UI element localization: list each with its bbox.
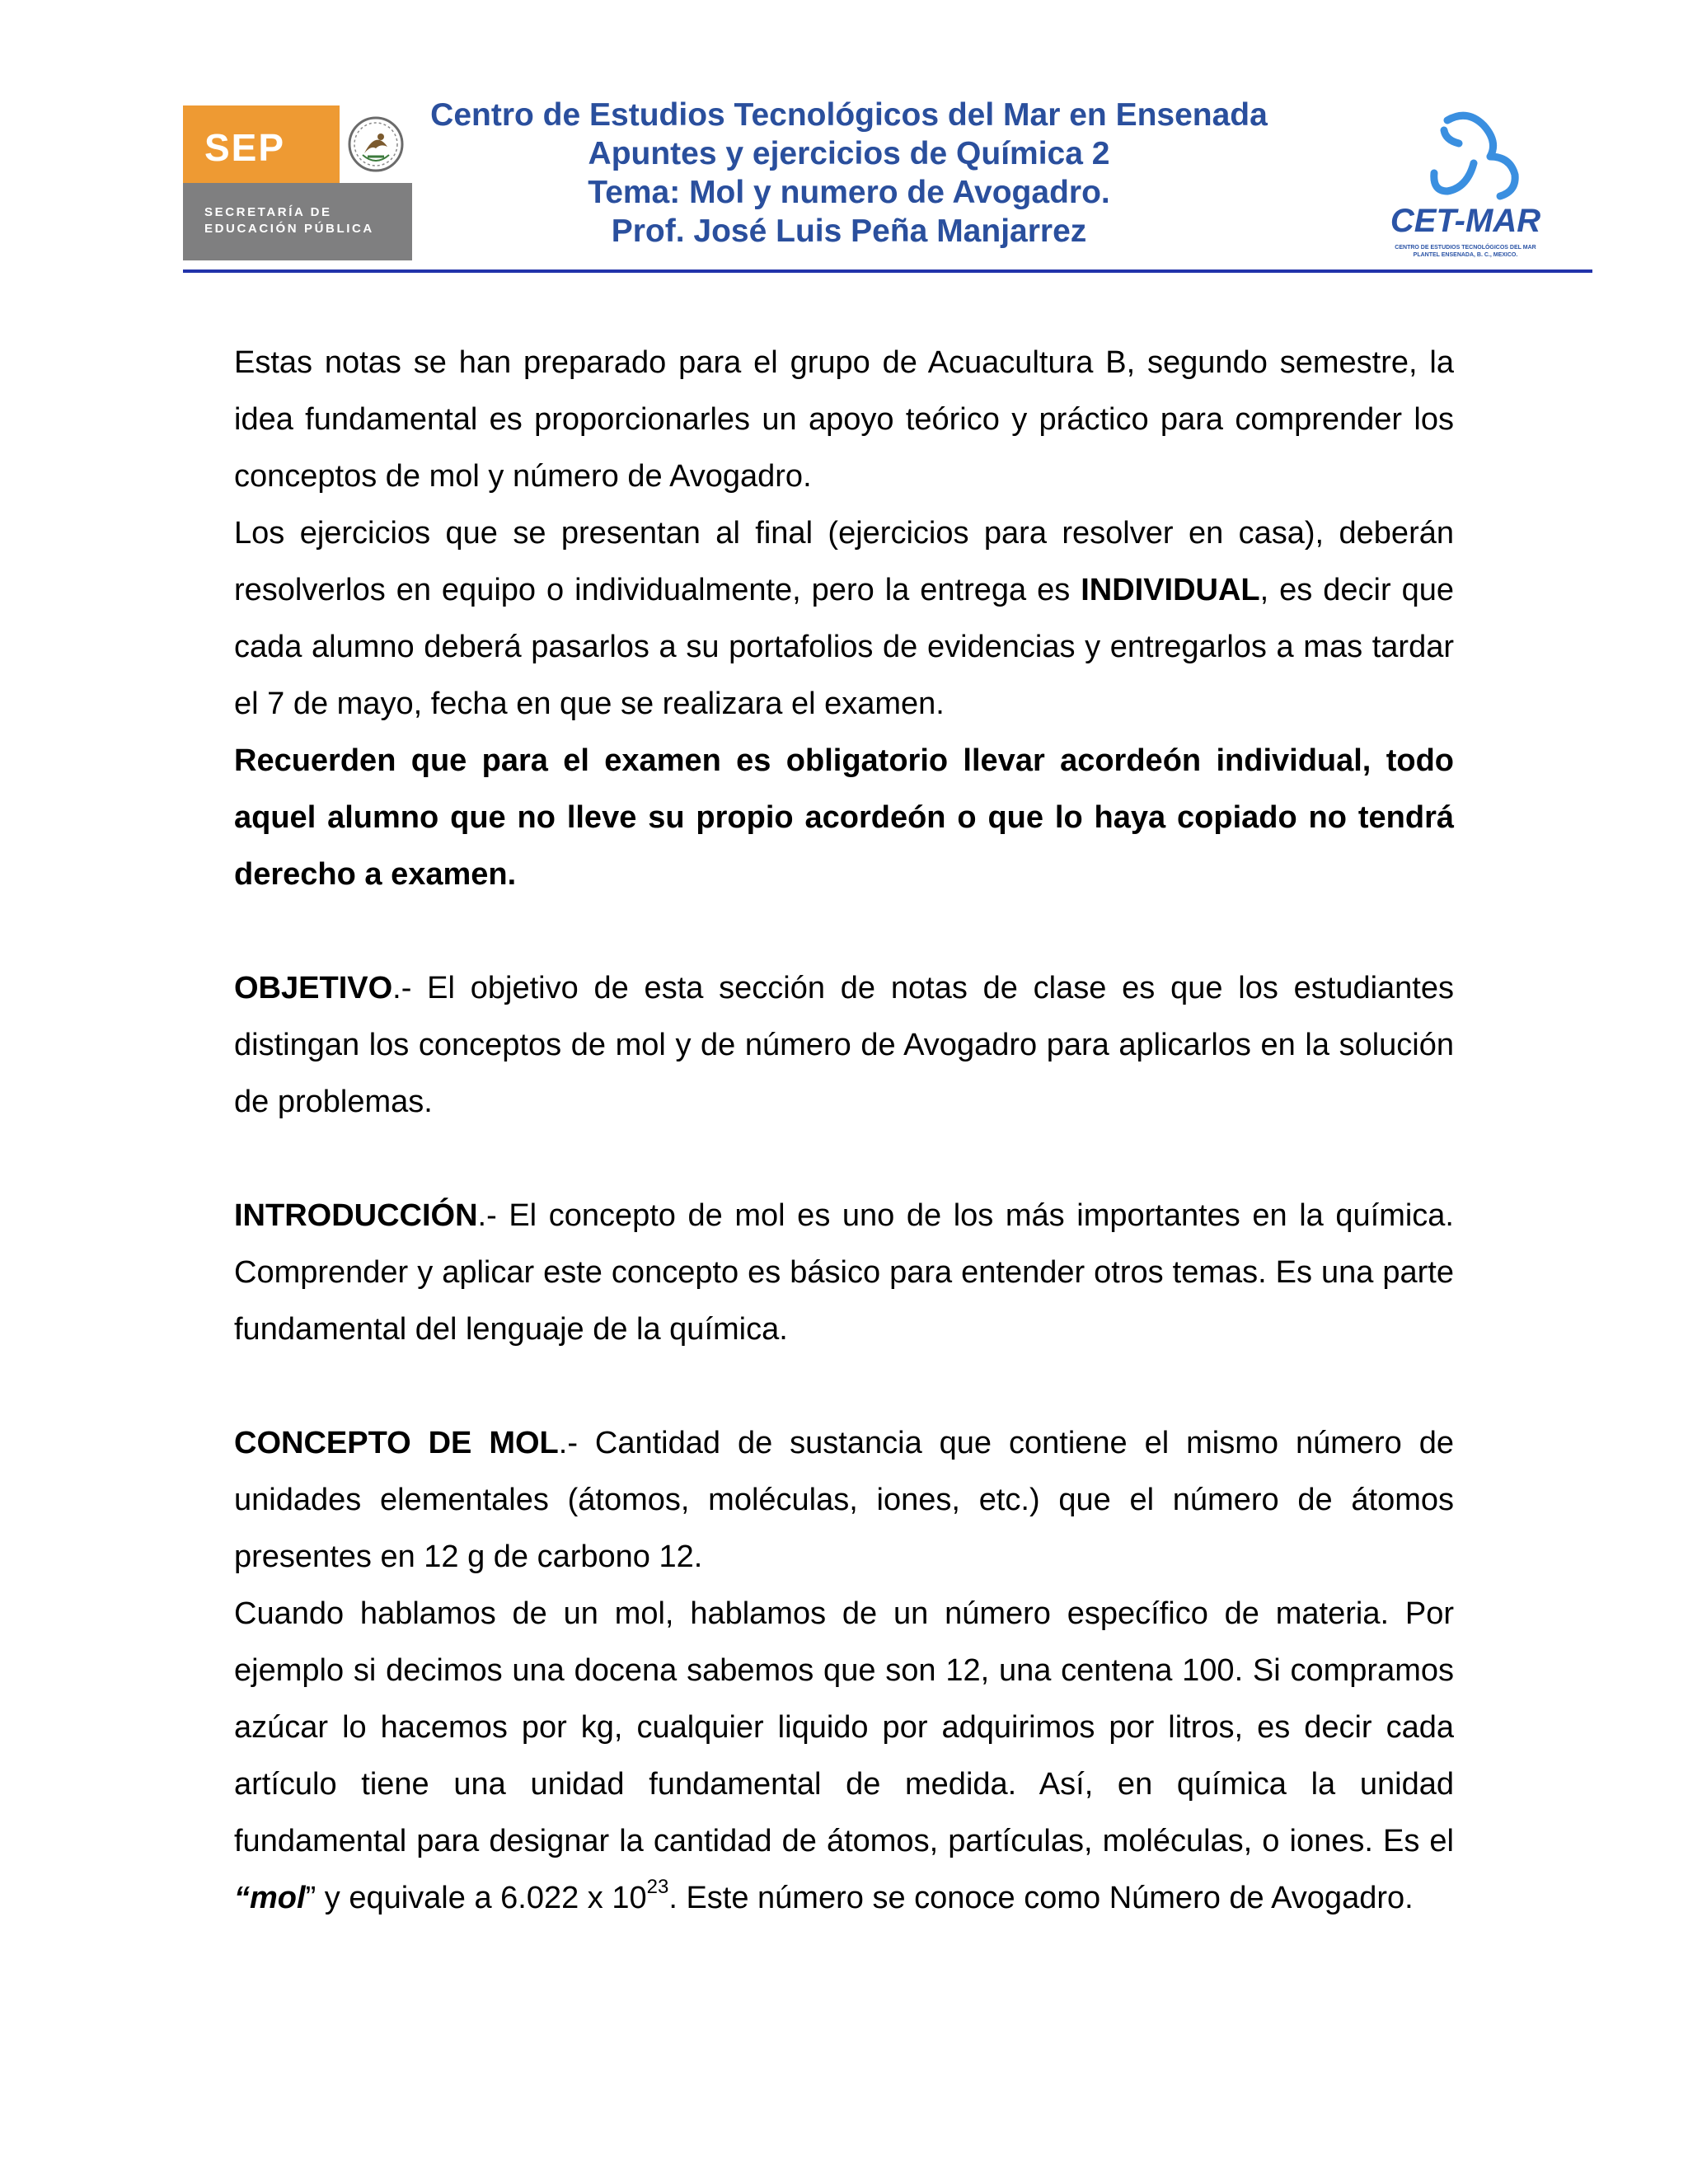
introduction-paragraph xyxy=(234,1188,1454,1358)
mol-term: “mol xyxy=(234,1881,306,1915)
cetmar-emblem-icon xyxy=(1375,105,1556,204)
document-header-titles xyxy=(429,96,1269,251)
intro-paragraph-2 xyxy=(234,505,1454,733)
header-topic: Tema: Mol y numero de Avogadro. xyxy=(588,175,1110,210)
intro-paragraph-2-text: Los ejercicios que se presentan al final (ejercicios para resolver en casa), deberán resolverlos en equipo o individualmente, pero la entrega es xyxy=(234,516,1454,607)
objective-text: .- El objetivo de esta sección de notas de clase es que los estudiantes distingan los conceptos de mol y de número de Avogadro para aplicarlos en la solución de problemas. xyxy=(234,971,1454,1119)
sep-logo-caption-line1: SECRETARÍA DE xyxy=(204,205,332,219)
section-spacer xyxy=(234,1358,1454,1415)
mol-explanation-end: . Este número se conoce como Número de Avogadro. xyxy=(668,1881,1414,1915)
objective-heading: OBJETIVO xyxy=(234,971,393,1005)
sep-logo-caption xyxy=(204,204,374,237)
intro-paragraph-1: Estas notas se han preparado para el grupo de Acuacultura B, segundo semestre, la idea fundamental es proporcionarles un apoyo teórico y práctico para comprender los conceptos de mol y número de Avogadro. xyxy=(234,345,1454,494)
section-spacer xyxy=(234,1131,1454,1188)
introduction-heading: INTRODUCCIÓN xyxy=(234,1198,478,1233)
sep-logo-abbr: SEP xyxy=(204,126,286,169)
sep-logo xyxy=(183,105,412,260)
mol-explanation-text: Cuando hablamos de un mol, hablamos de un número específico de materia. Por ejemplo si decimos una docena sabemos que son 12, una centena 100. Si compramos azúcar lo hacemos por kg, cualquier liquido por adquirimos por litros, es decir cada artículo tiene una unidad fundamental de medida. Así, en química la unidad fundamental para designar la cantidad de átomos, partículas, moléculas, o iones. Es el xyxy=(234,1596,1454,1858)
intro-paragraph-2-rest: , es decir que cada alumno deberá pasarlos a su portafolios de evidencias y entregarlos a mas tardar el 7 de mayo, fecha en que se realizara el examen. xyxy=(234,573,1454,721)
exam-warning: Recuerden que para el examen es obligatorio llevar acordeón individual, todo aquel alumno que no lleve su propio acordeón o que lo haya copiado no tendrá derecho a examen. xyxy=(234,743,1454,892)
sep-logo-grey-band xyxy=(183,183,412,260)
header-institution: Centro de Estudios Tecnológicos del Mar en Ensenada xyxy=(430,97,1268,133)
mol-explanation-paragraph xyxy=(234,1586,1454,1927)
mexican-coat-of-arms-icon xyxy=(340,105,412,183)
avogadro-exponent: 23 xyxy=(646,1876,669,1898)
individual-emphasis: INDIVIDUAL xyxy=(1081,573,1260,607)
document-body xyxy=(234,335,1454,1927)
avogadro-value-text: ” y equivale a 6.022 x 10 xyxy=(305,1881,647,1915)
cetmar-logo-caption-line2: PLANTEL ENSENADA, B. C., MEXICO. xyxy=(1413,252,1518,258)
introduction-text: .- El concepto de mol es uno de los más importantes en la química. Comprender y aplicar este concepto es básico para entender otros temas. Es una parte fundamental del lenguaje de la química. xyxy=(234,1198,1454,1347)
cetmar-logo-caption xyxy=(1375,244,1556,259)
sep-logo-caption-line2: EDUCACIÓN PÚBLICA xyxy=(204,222,374,236)
cetmar-logo-caption-line1: CENTRO DE ESTUDIOS TECNOLÓGICOS DEL MAR xyxy=(1395,245,1536,251)
mol-concept-paragraph xyxy=(234,1415,1454,1586)
mol-concept-heading: CONCEPTO DE MOL xyxy=(234,1426,559,1460)
mol-concept-text: .- Cantidad de sustancia que contiene el mismo número de unidades elementales (átomos, moléculas, iones, etc.) que el número de átomos presentes en 12 g de carbono 12. xyxy=(234,1426,1454,1574)
header-course: Apuntes y ejercicios de Química 2 xyxy=(588,136,1110,171)
cetmar-logo-name: CET-MAR xyxy=(1390,203,1541,239)
section-spacer xyxy=(234,903,1454,960)
cetmar-logo xyxy=(1375,105,1556,259)
header-divider xyxy=(183,269,1592,273)
header-professor: Prof. José Luis Peña Manjarrez xyxy=(611,213,1087,249)
objective-paragraph xyxy=(234,960,1454,1131)
